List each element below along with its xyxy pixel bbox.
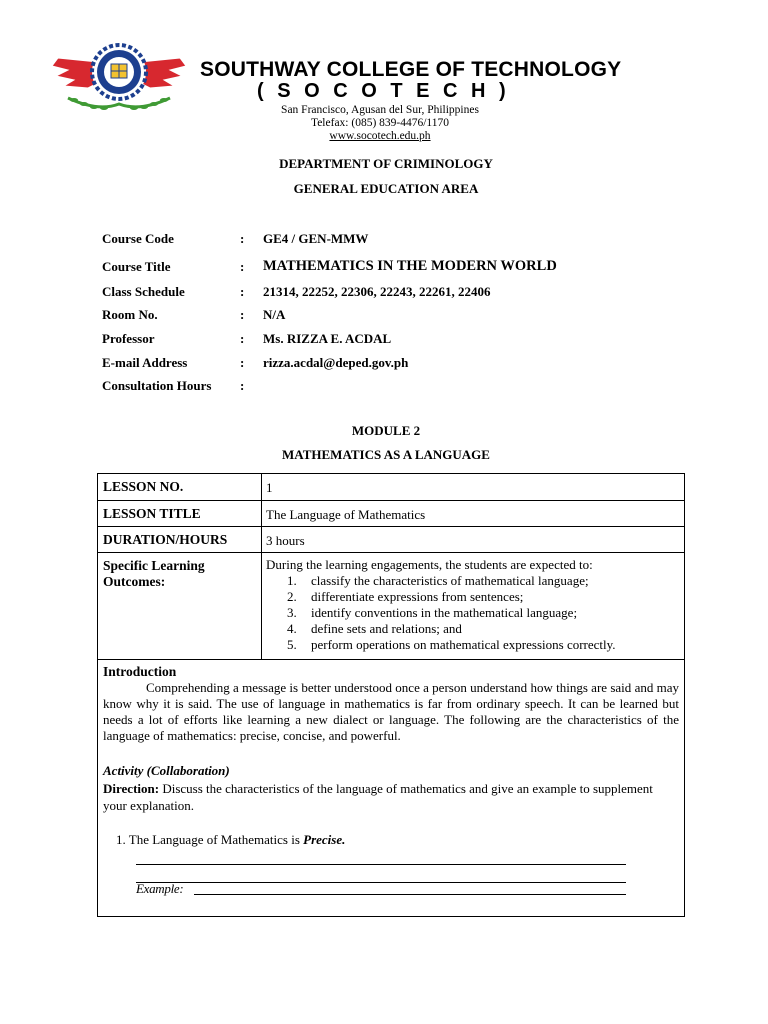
list-item: 3. identify conventions in the mathematical language; [287,605,578,620]
example-label: Example: [136,881,184,896]
info-colon: : [240,355,245,370]
learning-outcomes-row [97,552,685,659]
introduction-title: Introduction [103,664,177,679]
info-colon: : [240,284,245,299]
lesson-title-row [97,500,685,526]
row-label: DURATION/HOURS [103,532,228,547]
info-label: Class Schedule [102,284,185,299]
info-label: Course Title [102,259,171,274]
question-item-1: 1. The Language of Mathematics is Precise. [116,832,346,847]
outcomes-content [266,557,616,653]
info-colon: : [240,307,245,322]
info-value: MATHEMATICS IN THE MODERN WORLD [263,258,557,274]
info-colon: : [240,231,245,246]
example-blank-line [194,894,626,895]
info-label: Professor [102,331,155,346]
list-item: 5. perform operations on mathematical expressions correctly. [287,637,616,652]
module-number: MODULE 2 [351,423,421,438]
school-abbreviation: ( S O C O T E C H ) [257,80,510,102]
info-label: Course Code [102,231,174,246]
module-title: MATHEMATICS AS A LANGUAGE [282,447,490,462]
activity-title: Activity (Collaboration) [103,763,230,778]
answer-blank-line[interactable] [136,850,626,865]
outcomes-list [266,573,616,653]
school-website-link[interactable]: www.socotech.edu.ph [329,130,431,142]
row-label: LESSON NO. [103,479,184,494]
row-value: The Language of Mathematics [266,507,426,522]
introduction-box [97,659,685,917]
direction-text: Direction: Discuss the characteristics of the language of mathematics and give an example to supplement your explanation. [103,781,653,813]
duration-row [97,526,685,552]
school-address: San Francisco, Agusan del Sur, Philippines [281,104,479,116]
row-value: 3 hours [266,533,305,548]
info-value: Ms. RIZZA E. ACDAL [263,331,392,346]
info-value: N/A [263,307,286,322]
school-name: SOUTHWAY COLLEGE OF TECHNOLOGY [200,58,622,81]
lesson-no-row [97,473,685,500]
info-label: Room No. [102,307,158,322]
info-colon: : [240,331,245,346]
email-link[interactable]: rizza.acdal@deped.gov.ph [263,355,409,370]
outcomes-intro: During the learning engagements, the students are expected to: [266,557,593,572]
info-colon: : [240,259,245,274]
education-area: GENERAL EDUCATION AREA [293,181,479,196]
list-item: 1. classify the characteristics of mathematical language; [287,573,589,588]
info-label: E-mail Address [102,355,188,370]
info-value: GE4 / GEN-MMW [263,231,369,246]
list-item: 4. define sets and relations; and [287,621,462,636]
info-colon: : [240,378,245,393]
outcomes-label: Specific Learning Outcomes: [103,558,205,589]
row-value: 1 [266,480,273,495]
info-label: Consultation Hours [102,378,212,393]
info-value: 21314, 22252, 22306, 22243, 22261, 22406 [263,284,491,299]
row-label: LESSON TITLE [103,506,201,521]
introduction-paragraph: Comprehending a message is better understood once a person understand how things are said and may know why it is said. The use of language in mathematics is far from ordinary speech. It can be learned but needs a lot of efforts like learning a new dialect or language. The following are the characteristics of the language of mathematics: precise, concise, and powerful. [103,680,679,743]
school-telefax: Telefax: (085) 839-4476/1170 [310,117,449,129]
department-name: DEPARTMENT OF CRIMINOLOGY [279,156,493,171]
list-item: 2. differentiate expressions from sentences; [287,589,524,604]
